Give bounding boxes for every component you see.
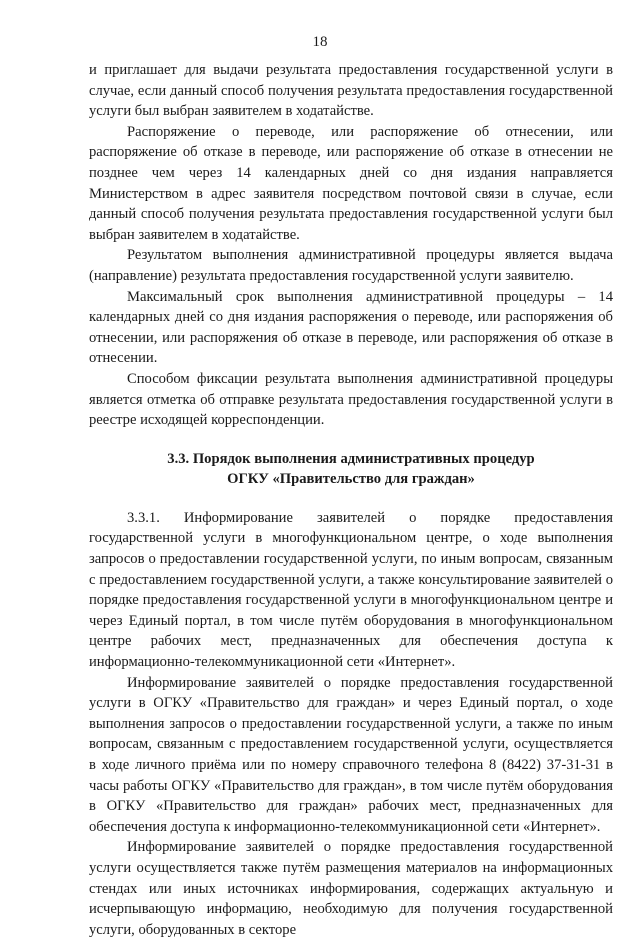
paragraph-informing-stands: Информирование заявителей о порядке предоставления государственной услуги осуществляется также путём размещения материалов на информационных стендах или иных источниках информирования, содержащих актуальную и исчерпывающую информацию, необходимую для получения государственной услуги, оборудованных в секторе (89, 839, 613, 938)
paragraph-procedure-result: Результатом выполнения административной процедуры является выдача (направление) результата предоставления государственной услуги заявителю. (89, 247, 613, 284)
paragraph-3-3-1: 3.3.1. Информирование заявителей о порядке предоставления государственной услуги в многофункциональном центре, о ходе выполнения запросов о предоставлении государственной услуги, по иным вопросам, связанным с предоставлением государственной услуги, а также консультирование заявителей о порядке предоставления государственной услуги в многофункциональном центре и через Единый портал, в том числе путём оборудования в многофункциональном центре рабочих мест, предназначенных для обеспечения доступа к информационно-телекоммуникационной сети «Интернет». (89, 509, 613, 671)
paragraph-max-term: Максимальный срок выполнения административной процедуры – 14 календарных дней со дня издания распоряжения о переводе, или распоряжения об отнесении, или распоряжения об отказе в переводе, или распоряжения об отказе в отнесении. (89, 288, 613, 367)
section-heading-line-1: 3.3. Порядок выполнения административных процедур (167, 450, 535, 467)
paragraph-informing-ogku: Информирование заявителей о порядке предоставления государственной услуги в ОГКУ «Правительство для граждан» и через Единый портал, о ходе выполнения запросов о предоставлении государственной услуги, а также по иным вопросам, связанным с предоставлением государственной услуги, осуществляется в ходе личного приёма или по номеру справочного телефона 8 (8422) 37-31-31 в часы работы ОГКУ «Правительство для граждан», в том числе путём оборудования в ОГКУ «Правительство для граждан» рабочих мест, предназначенных для обеспечения доступа к информационно-телекоммуникационной сети «Интернет». (89, 674, 613, 835)
paragraph-continuation: и приглашает для выдачи результата предоставления государственной услуги в случае, если данный способ получения результата предоставления государственной услуги был выбран заявителем в ходатайстве. (89, 62, 613, 120)
section-heading (89, 449, 613, 490)
paragraph-decision-mailing: Распоряжение о переводе, или распоряжение об отнесении, или распоряжение об отказе в переводе, или распоряжение об отказе в отнесении не позднее чем через 14 календарных дней со дня издания направляется Министерством в адрес заявителя посредством почтовой связи в случае, если данный способ получения результата предоставления государственной услуги был выбран заявителем в ходатайстве. (89, 123, 613, 243)
paragraph-fixation-method: Способом фиксации результата выполнения административной процедуры является отметка об отправке результата предоставления государственной услуги в реестре исходящей корреспонденции. (89, 370, 613, 429)
document-body (89, 60, 613, 940)
page-number: 18 (312, 34, 328, 50)
section-heading-line-2: ОГКУ «Правительство для граждан» (227, 471, 475, 488)
